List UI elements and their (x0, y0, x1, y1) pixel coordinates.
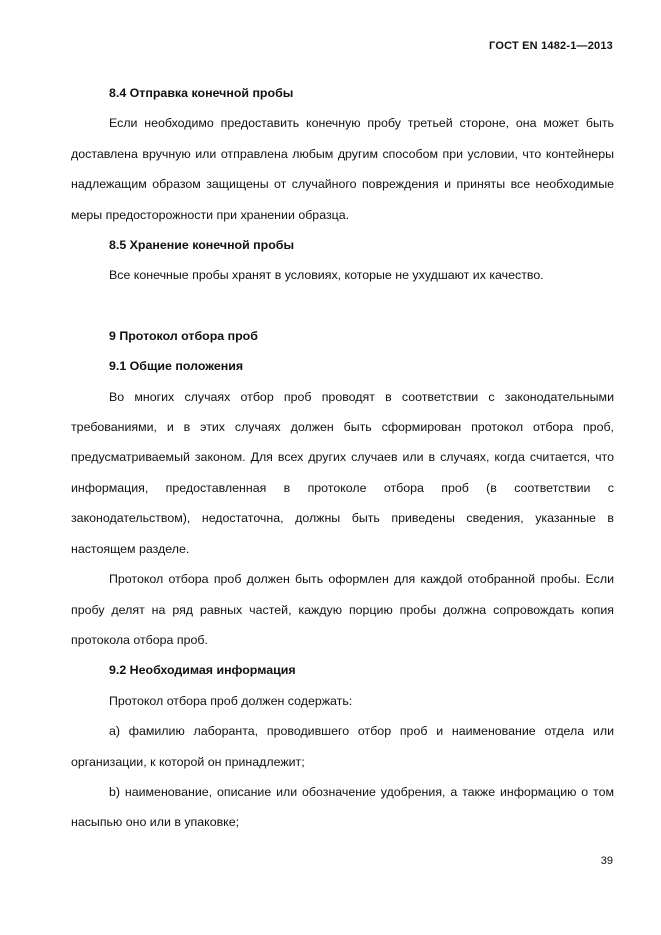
paragraph-9-1-a: Во многих случаях отбор проб проводят в соответствии с законодательными требованиями, и в этих случаях должен быть сформирован протокол отбора проб, предусматриваемый законом. Для всех других случаев или в случаях, когда считается, что информация, предоставленная в протоколе отбора проб (в соответствии с законодательством), недостаточна, должны быть приведены сведения, указанные в настоящем разделе. (71, 389, 614, 556)
paragraph-9-1-b: Протокол отбора проб должен быть оформлен для каждой отобранной пробы. Если пробу делят на ряд равных частей, каждую порцию пробы должна сопровождать копия протокола отбора проб. (71, 572, 614, 647)
page-content (71, 78, 614, 838)
page-number: 39 (600, 855, 613, 867)
section-gap (71, 291, 614, 321)
heading-9: 9 Протокол отбора проб (109, 328, 258, 343)
document-code: ГОСТ EN 1482-1—2013 (489, 40, 613, 52)
heading-9-1: 9.1 Общие положения (109, 359, 244, 374)
paragraph-8-4: Если необходимо предоставить конечную пробу третьей стороне, она может быть доставлена вручную или отправлена любым другим способом при условии, что контейнеры надлежащим образом защищены от случайного повреждения и приняты все необходимые меры предосторожности при хранении образца. (71, 116, 614, 222)
heading-8-4: 8.4 Отправка конечной пробы (109, 86, 294, 100)
list-item-a: а) фамилию лаборанта, проводившего отбор проб и наименование отдела или организации, к которой он принадлежит; (71, 724, 614, 769)
list-item-b: b) наименование, описание или обозначение удобрения, а также информацию о том насыпью оно или в упаковке; (71, 784, 614, 830)
paragraph-9-2-intro: Протокол отбора проб должен содержать: (109, 693, 353, 708)
heading-8-5: 8.5 Хранение конечной пробы (109, 238, 295, 253)
heading-9-2: 9.2 Необходимая информация (109, 663, 296, 678)
paragraph-8-5: Все конечные пробы хранят в условиях, которые не ухудшают их качество. (109, 268, 544, 283)
